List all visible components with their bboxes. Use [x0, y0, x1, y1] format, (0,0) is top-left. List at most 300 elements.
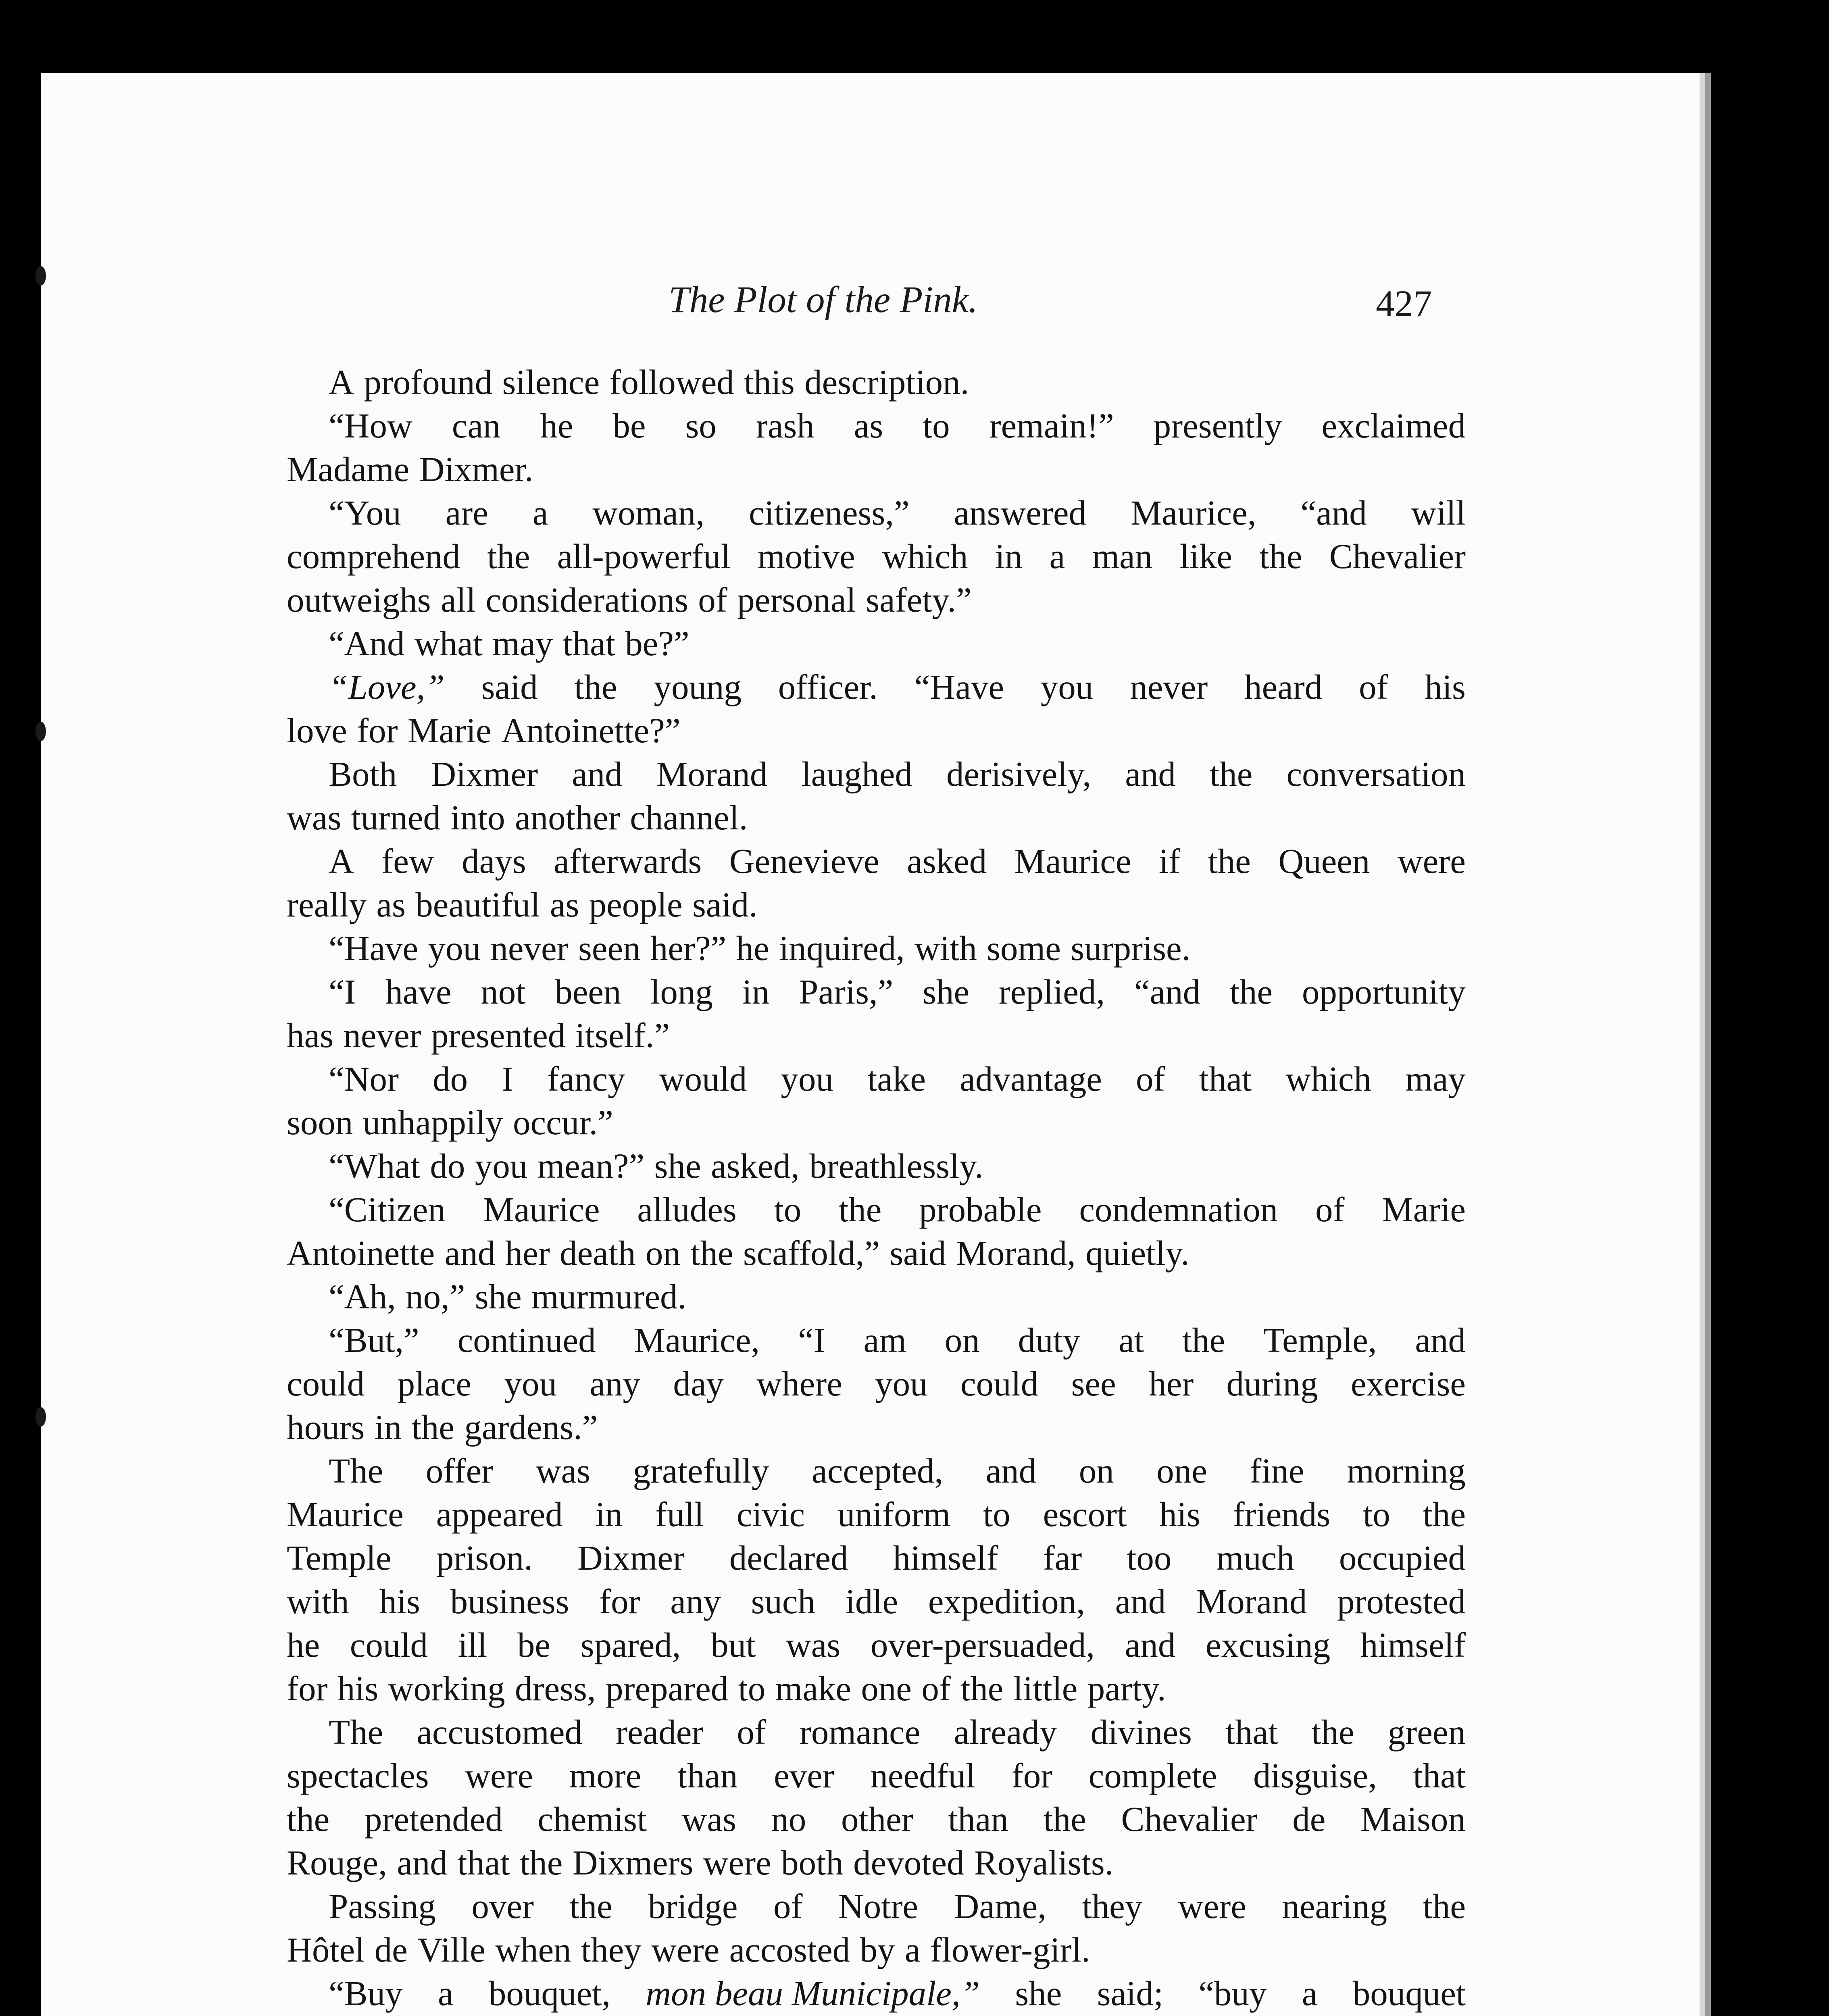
- word: days: [462, 841, 526, 881]
- word: were: [651, 1930, 720, 1969]
- text-line: [287, 1449, 1466, 1493]
- word: he: [736, 929, 769, 968]
- word: Antoinette?”: [501, 711, 681, 750]
- word: “How: [329, 406, 412, 445]
- word: escort: [1043, 1495, 1127, 1534]
- word: “Buy: [329, 1974, 403, 2013]
- word: Dixmer: [431, 754, 538, 793]
- word: he: [287, 1625, 320, 1664]
- word: if: [1158, 841, 1181, 881]
- word: advantage: [960, 1059, 1102, 1098]
- word: I: [502, 1059, 514, 1098]
- word: in: [995, 537, 1023, 576]
- word: followed: [609, 362, 734, 402]
- word: another: [515, 798, 620, 837]
- word: heard: [1244, 667, 1323, 706]
- text-line: [287, 1754, 1466, 1797]
- word: and: [985, 1451, 1037, 1490]
- word: which: [1285, 1059, 1371, 1098]
- text-line: [287, 404, 1466, 448]
- word: asked: [907, 841, 987, 881]
- word: the: [287, 1799, 330, 1839]
- word: “Love,”: [329, 667, 445, 706]
- word: The: [329, 1712, 383, 1752]
- word: you: [475, 1146, 528, 1185]
- word: safety.”: [866, 580, 972, 619]
- word: profound: [364, 362, 493, 402]
- word: were: [1178, 1887, 1246, 1926]
- word: for: [1011, 1756, 1053, 1795]
- word: where: [756, 1364, 842, 1403]
- word: laughed: [801, 754, 912, 793]
- text-line: [287, 927, 1466, 970]
- word: was: [681, 1799, 736, 1839]
- running-title: The Plot of the Pink.: [669, 279, 978, 321]
- word: to: [774, 1190, 802, 1229]
- word: a: [1302, 1974, 1318, 2013]
- word: the: [1208, 841, 1251, 881]
- word: are: [445, 493, 488, 532]
- word: to: [1363, 1495, 1390, 1534]
- word: soon: [287, 1103, 353, 1142]
- word: would: [659, 1059, 747, 1098]
- word: A: [329, 362, 354, 402]
- word: little: [1013, 1669, 1078, 1708]
- word: personal: [737, 580, 856, 619]
- word: expedition,: [928, 1582, 1085, 1621]
- word: Paris,”: [798, 972, 894, 1011]
- word: Genevieve: [729, 841, 879, 881]
- word: could: [287, 1364, 365, 1403]
- word: as: [550, 885, 579, 924]
- word: hours: [287, 1408, 365, 1447]
- word: on: [944, 1320, 980, 1360]
- page-edge: [1705, 73, 1711, 2016]
- word: may: [492, 624, 553, 663]
- word: afterwards: [554, 841, 702, 881]
- text-line: [287, 1928, 1466, 1972]
- word: and: [444, 1233, 496, 1272]
- word: Chevalier: [1329, 537, 1466, 576]
- word: exercise: [1351, 1364, 1466, 1403]
- word: Morand: [1196, 1582, 1307, 1621]
- word: business: [450, 1582, 569, 1621]
- word: working: [388, 1669, 505, 1708]
- word: one: [861, 1669, 912, 1708]
- word: she: [475, 1277, 522, 1316]
- word: be: [517, 1625, 550, 1664]
- text-line: [287, 1797, 1466, 1841]
- word: Maurice: [287, 1495, 404, 1534]
- word: all: [441, 580, 476, 619]
- word: never: [490, 929, 569, 968]
- word: Dixmer.: [419, 450, 533, 489]
- word: the: [574, 667, 617, 706]
- word: woman,: [592, 493, 705, 532]
- word: has: [287, 1016, 333, 1055]
- word: on: [1079, 1451, 1114, 1490]
- word: motive: [758, 537, 855, 576]
- word: such: [751, 1582, 816, 1621]
- word: were: [703, 1843, 771, 1882]
- word: “Nor: [329, 1059, 399, 1098]
- text-line: [287, 1580, 1466, 1623]
- word: mon beau Municipale,”: [646, 1974, 980, 2013]
- text-line: [287, 883, 1466, 927]
- word: like: [1179, 537, 1232, 576]
- word: Both: [329, 754, 397, 793]
- text-line: [287, 1493, 1466, 1536]
- text-line: [287, 1188, 1466, 1231]
- word: accosted: [729, 1930, 850, 1969]
- word: his: [1159, 1495, 1200, 1534]
- word: unhappily: [362, 1103, 503, 1142]
- word: disguise,: [1253, 1756, 1377, 1795]
- word: already: [954, 1712, 1057, 1752]
- word: appeared: [436, 1495, 563, 1534]
- word: was: [287, 798, 342, 837]
- word: too: [1127, 1538, 1172, 1577]
- word: surprise.: [1071, 929, 1191, 968]
- word: continued: [457, 1320, 596, 1360]
- word: himself: [893, 1538, 998, 1577]
- word: Maurice,: [634, 1320, 760, 1360]
- word: do: [433, 1059, 468, 1098]
- word: one: [1156, 1451, 1207, 1490]
- word: nearing: [1282, 1887, 1387, 1926]
- word: answered: [954, 493, 1087, 532]
- word: needful: [870, 1756, 976, 1795]
- word: was: [785, 1625, 841, 1664]
- word: into: [450, 798, 505, 837]
- word: never: [343, 1016, 421, 1055]
- text-line: [287, 491, 1466, 535]
- word: conversation: [1286, 754, 1466, 793]
- word: “Have: [329, 929, 419, 968]
- word: take: [867, 1059, 926, 1098]
- word: you: [875, 1364, 928, 1403]
- word: of: [698, 580, 727, 619]
- word: “And: [329, 624, 405, 663]
- word: a: [437, 1974, 454, 2013]
- word: the: [1229, 972, 1273, 1011]
- word: for: [599, 1582, 640, 1621]
- word: which: [882, 537, 968, 576]
- word: divines: [1090, 1712, 1192, 1752]
- word: Passing: [329, 1887, 436, 1926]
- word: “I: [798, 1320, 825, 1360]
- word: at: [1119, 1320, 1144, 1360]
- word: said: [890, 1233, 946, 1272]
- word: Marie: [1382, 1190, 1466, 1229]
- word: Dame,: [954, 1887, 1047, 1926]
- word: Maison: [1360, 1799, 1466, 1839]
- word: see: [1071, 1364, 1116, 1403]
- word: you: [504, 1364, 557, 1403]
- word: outweighs: [287, 580, 431, 619]
- word: a: [904, 1930, 921, 1969]
- word: Maurice: [1014, 841, 1131, 881]
- text-line: [287, 709, 1466, 752]
- word: place: [397, 1364, 472, 1403]
- word: uniform: [837, 1495, 951, 1534]
- word: channel.: [630, 798, 748, 837]
- word: of: [1359, 667, 1388, 706]
- text-line: [287, 1841, 1466, 1885]
- word: that: [1225, 1712, 1278, 1752]
- word: bouquet: [1352, 1974, 1466, 2013]
- word: accepted,: [812, 1451, 944, 1490]
- word: be?”: [625, 624, 690, 663]
- word: complete: [1088, 1756, 1217, 1795]
- word: said;: [1097, 1974, 1163, 2013]
- word: occupied: [1339, 1538, 1466, 1577]
- word: the: [1259, 537, 1302, 576]
- word: prison.: [436, 1538, 533, 1577]
- text-line: [287, 796, 1466, 839]
- word: breathlessly.: [809, 1146, 983, 1185]
- word: dress,: [515, 1669, 596, 1708]
- word: mean?”: [537, 1146, 645, 1185]
- word: Queen: [1278, 841, 1370, 881]
- word: not: [481, 972, 526, 1011]
- word: and: [397, 1843, 448, 1882]
- word: than: [948, 1799, 1009, 1839]
- word: been: [555, 972, 621, 1011]
- word: all-powerful: [557, 537, 731, 576]
- word: few: [381, 841, 434, 881]
- word: exclaimed: [1321, 406, 1466, 445]
- word: devoted: [853, 1843, 964, 1882]
- word: could: [350, 1625, 428, 1664]
- binding-mark: [35, 722, 46, 741]
- word: Maurice: [483, 1190, 600, 1229]
- word: that: [1199, 1059, 1252, 1098]
- word: ill: [458, 1625, 487, 1664]
- word: replied,: [998, 972, 1105, 1011]
- word: the: [1423, 1887, 1466, 1926]
- word: they: [581, 1930, 642, 1969]
- word: pretended: [364, 1799, 503, 1839]
- word: probable: [919, 1190, 1042, 1229]
- word: over: [471, 1887, 534, 1926]
- word: “But,”: [329, 1320, 419, 1360]
- binding-mark: [35, 266, 46, 285]
- word: man: [1092, 537, 1153, 576]
- text-line: [287, 1014, 1466, 1057]
- word: idle: [845, 1582, 898, 1621]
- word: Temple: [287, 1538, 392, 1577]
- word: morning: [1347, 1451, 1466, 1490]
- word: much: [1216, 1538, 1294, 1577]
- word: for: [357, 711, 398, 750]
- word: never: [1130, 667, 1208, 706]
- text-line: [287, 535, 1466, 578]
- text-line: [287, 1885, 1466, 1928]
- word: of: [737, 1712, 766, 1752]
- word: so: [685, 406, 717, 445]
- text-line: [287, 1101, 1466, 1144]
- word: that: [457, 1843, 510, 1882]
- word: presented: [431, 1016, 566, 1055]
- word: you: [1040, 667, 1094, 706]
- word: the: [569, 1887, 612, 1926]
- word: she: [1015, 1974, 1062, 2013]
- word: Chevalier: [1121, 1799, 1258, 1839]
- word: protested: [1337, 1582, 1466, 1621]
- text-line: [287, 665, 1466, 709]
- word: spared,: [580, 1625, 681, 1664]
- word: duty: [1018, 1320, 1081, 1360]
- word: she: [923, 972, 970, 1011]
- word: opportunity: [1302, 972, 1466, 1011]
- word: Marie: [407, 711, 492, 750]
- word: may: [1405, 1059, 1466, 1098]
- word: they: [1082, 1887, 1143, 1926]
- word: chemist: [537, 1799, 647, 1839]
- word: love: [287, 711, 347, 750]
- word: both: [781, 1843, 844, 1882]
- word: and: [572, 754, 623, 793]
- word: Notre: [838, 1887, 919, 1926]
- text-line: [287, 1536, 1466, 1580]
- word: the: [690, 1233, 733, 1272]
- word: any: [670, 1582, 721, 1621]
- word: that: [1413, 1756, 1466, 1795]
- word: the: [839, 1190, 882, 1229]
- word: full: [655, 1495, 704, 1534]
- word: description.: [804, 362, 969, 402]
- word: as: [854, 406, 883, 445]
- text-line: [287, 1667, 1466, 1710]
- word: and: [1125, 754, 1176, 793]
- word: his: [379, 1582, 420, 1621]
- word: de: [374, 1930, 408, 1969]
- binding-mark: [35, 1407, 46, 1427]
- word: can: [452, 406, 501, 445]
- word: offer: [425, 1451, 494, 1490]
- word: do: [430, 1146, 465, 1185]
- word: other: [841, 1799, 913, 1839]
- word: scaffold,”: [743, 1233, 880, 1272]
- word: day: [673, 1364, 724, 1403]
- word: derisively,: [946, 754, 1092, 793]
- word: and: [1115, 1582, 1166, 1621]
- word: comprehend: [287, 537, 460, 576]
- text-line: [287, 1710, 1466, 1754]
- word: officer.: [778, 667, 878, 706]
- word: over-persuaded,: [870, 1625, 1095, 1664]
- word: remain!”: [989, 406, 1114, 445]
- word: Dixmers: [572, 1843, 694, 1882]
- word: spectacles: [287, 1756, 429, 1795]
- word: were: [465, 1756, 533, 1795]
- word: the: [1043, 1799, 1086, 1839]
- word: and: [1125, 1625, 1176, 1664]
- text-line: [287, 448, 1466, 491]
- word: no,”: [406, 1277, 465, 1316]
- word: with: [287, 1582, 349, 1621]
- word: The: [329, 1451, 383, 1490]
- page-number: 427: [1376, 283, 1432, 325]
- word: for: [287, 1669, 328, 1708]
- word: Temple,: [1263, 1320, 1377, 1360]
- word: the: [960, 1669, 1004, 1708]
- word: to: [983, 1495, 1010, 1534]
- word: what: [414, 624, 483, 663]
- word: romance: [799, 1712, 921, 1752]
- word: accustomed: [417, 1712, 582, 1752]
- word: declared: [729, 1538, 848, 1577]
- word: her: [505, 1233, 550, 1272]
- word: friends: [1233, 1495, 1331, 1534]
- word: “and: [1300, 493, 1367, 532]
- text-line: [287, 970, 1466, 1014]
- text-line: [287, 1057, 1466, 1101]
- word: Antoinette: [287, 1233, 435, 1272]
- word: Madame: [287, 450, 410, 489]
- word: in: [742, 972, 770, 1011]
- word: A: [329, 841, 354, 881]
- word: more: [569, 1756, 642, 1795]
- word: Dixmer: [577, 1538, 685, 1577]
- word: Hôtel: [287, 1930, 365, 1969]
- word: you: [781, 1059, 833, 1098]
- word: party.: [1087, 1669, 1166, 1708]
- word: prepared: [605, 1669, 729, 1708]
- word: “buy: [1198, 1974, 1267, 2013]
- word: of: [773, 1887, 803, 1926]
- word: she: [654, 1146, 701, 1185]
- word: in: [595, 1495, 623, 1534]
- word: Rouge,: [287, 1843, 387, 1882]
- word: seen: [578, 929, 641, 968]
- body-text: [287, 360, 1466, 2016]
- word: of: [921, 1669, 951, 1708]
- word: any: [590, 1364, 640, 1403]
- word: a: [532, 493, 548, 532]
- word: itself.”: [575, 1016, 670, 1055]
- word: bridge: [648, 1887, 738, 1926]
- word: the: [1210, 754, 1253, 793]
- word: fancy: [547, 1059, 625, 1098]
- text-line: [287, 1362, 1466, 1406]
- word: gardens.”: [464, 1408, 598, 1447]
- word: people: [589, 885, 683, 924]
- word: of: [1136, 1059, 1165, 1098]
- word: considerations: [485, 580, 688, 619]
- text-line: [287, 360, 1466, 404]
- word: green: [1387, 1712, 1466, 1752]
- text-line: [287, 578, 1466, 622]
- word: “Have: [914, 667, 1004, 706]
- word: “and: [1134, 972, 1201, 1011]
- word: during: [1226, 1364, 1318, 1403]
- text-line: [287, 1623, 1466, 1667]
- word: the: [520, 1843, 563, 1882]
- word: excusing: [1206, 1625, 1331, 1664]
- word: asked,: [710, 1146, 800, 1185]
- text-line: [287, 622, 1466, 665]
- text-line: [287, 1275, 1466, 1318]
- word: condemnation: [1079, 1190, 1278, 1229]
- word: citizeness,”: [749, 493, 910, 532]
- word: the: [1182, 1320, 1225, 1360]
- word: de: [1292, 1799, 1326, 1839]
- word: “Citizen: [329, 1190, 446, 1229]
- word: young: [654, 667, 742, 706]
- text-line: [287, 1318, 1466, 1362]
